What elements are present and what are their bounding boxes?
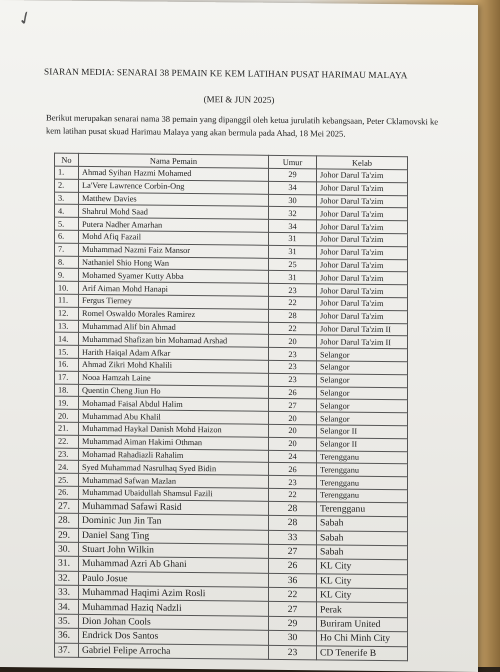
cell-club: Selangor xyxy=(317,412,408,426)
header-name: Nama Pemain xyxy=(79,153,269,168)
cell-age: 28 xyxy=(269,309,317,322)
cell-club: Johor Darul Ta'zim xyxy=(317,297,408,311)
cell-no: 36. xyxy=(55,628,79,643)
cell-club: Johor Darul Ta'zim xyxy=(317,182,408,196)
cell-no: 27. xyxy=(55,499,79,514)
cell-club: Terengganu xyxy=(317,450,408,464)
cell-age: 32 xyxy=(269,207,317,220)
cell-name: Muhammad Nazmi Faiz Mansor xyxy=(79,243,269,258)
cell-name: Nathaniel Shio Hong Wan xyxy=(79,256,269,271)
cell-name: Stuart John Wilkin xyxy=(79,542,269,558)
cell-name: Syed Muhammad Nasrulhaq Syed Bidin xyxy=(79,461,269,476)
cell-club: Terengganu xyxy=(317,502,408,517)
document-subtitle: (MEI & JUN 2025) xyxy=(203,94,275,105)
cell-club: Johor Darul Ta'zim xyxy=(317,233,408,247)
cell-name: Muhammad Aiman Hakimi Othman xyxy=(79,435,269,450)
cell-age: 27 xyxy=(269,399,317,412)
cell-club: Johor Darul Ta'zim II xyxy=(317,322,408,336)
cell-name: Fergus Tierney xyxy=(79,294,269,309)
cell-club: Selangor xyxy=(317,386,408,400)
cell-name: Mohd Afiq Fazail xyxy=(79,230,269,245)
cell-club: Johor Darul Ta'zim xyxy=(317,194,408,208)
cell-club: Ho Chi Minh City xyxy=(317,631,408,646)
cell-club: Sabah xyxy=(317,516,408,531)
cell-no: 31. xyxy=(55,556,79,571)
cell-no: 16. xyxy=(55,358,79,371)
cell-name: Muhammad Shafizan bin Mohamad Arshad xyxy=(79,333,269,348)
cell-age: 34 xyxy=(269,219,317,232)
cell-name: Ahmad Syihan Hazmi Mohamed xyxy=(79,166,269,181)
cell-age: 29 xyxy=(269,616,317,631)
cell-age: 30 xyxy=(269,194,317,207)
cell-name: Muhammad Abu Khalil xyxy=(79,409,269,424)
cell-club: Selangor II xyxy=(317,438,408,452)
cell-no: 7. xyxy=(55,243,79,256)
cell-age: 20 xyxy=(269,437,317,450)
cell-name: Endrick Dos Santos xyxy=(79,629,269,645)
cell-club: Johor Darul Ta'zim xyxy=(317,220,408,234)
cell-age: 23 xyxy=(269,373,317,386)
pen-mark-icon: ✓ xyxy=(14,6,37,32)
cell-club: Terengganu xyxy=(317,463,408,477)
cell-age: 36 xyxy=(269,573,317,588)
cell-club: Terengganu xyxy=(317,489,408,503)
cell-club: Selangor II xyxy=(317,425,408,439)
cell-no: 34. xyxy=(55,600,79,615)
cell-age: 31 xyxy=(269,271,317,284)
cell-age: 31 xyxy=(269,245,317,258)
cell-no: 29. xyxy=(55,528,79,543)
cell-club: Selangor xyxy=(317,399,408,413)
cell-club: Johor Darul Ta'zim xyxy=(317,271,408,285)
cell-name: Muhammad Alif bin Ahmad xyxy=(79,320,269,335)
cell-club: Johor Darul Ta'zim xyxy=(317,310,408,324)
cell-no: 30. xyxy=(55,542,79,557)
cell-no: 35. xyxy=(55,614,79,629)
cell-club: Johor Darul Ta'zim xyxy=(317,207,408,221)
cell-no: 15. xyxy=(55,345,79,358)
cell-name: Nooa Hamzah Laine xyxy=(79,371,269,386)
cell-name: Daniel Sang Ting xyxy=(79,528,269,544)
cell-name: Muhammad Safawi Rasid xyxy=(79,499,269,515)
cell-age: 22 xyxy=(269,296,317,309)
cell-no: 28. xyxy=(55,513,79,528)
cell-name: Putera Nadher Amarhan xyxy=(79,218,269,233)
cell-no: 20. xyxy=(55,409,79,422)
document-title: SIARAN MEDIA: SENARAI 38 PEMAIN KE KEM LATIHAN PUSAT HARIMAU MALAYA xyxy=(44,66,408,81)
cell-age: 22 xyxy=(269,322,317,335)
cell-club: KL City xyxy=(317,588,408,603)
cell-name: Mohamad Faisal Abdul Halim xyxy=(79,397,269,412)
cell-name: Quentin Cheng Jiun Ho xyxy=(79,384,269,399)
cell-club: Terengganu xyxy=(317,476,408,490)
cell-no: 25. xyxy=(55,473,79,486)
cell-age: 23 xyxy=(269,475,317,488)
cell-age: 26 xyxy=(269,463,317,476)
cell-age: 25 xyxy=(269,258,317,271)
cell-age: 31 xyxy=(269,232,317,245)
cell-name: Paulo Josue xyxy=(79,571,269,587)
cell-no: 22. xyxy=(55,435,79,448)
cell-club: CD Tenerife B xyxy=(317,645,408,660)
cell-club: Selangor xyxy=(317,374,408,388)
cell-age: 22 xyxy=(269,587,317,602)
cell-name: Gabriel Felipe Arrocha xyxy=(79,643,269,659)
cell-name: Romel Oswaldo Morales Ramirez xyxy=(79,307,269,322)
cell-club: Sabah xyxy=(317,530,408,545)
cell-no: 18. xyxy=(55,384,79,397)
cell-age: 26 xyxy=(269,559,317,574)
cell-name: Muhammad Haqimi Azim Rosli xyxy=(79,585,269,601)
cell-name: Mohamad Rahadiazli Rahalim xyxy=(79,448,269,463)
player-table xyxy=(54,153,408,662)
cell-age: 24 xyxy=(269,450,317,463)
intro-paragraph: Berikut merupakan senarai nama 38 pemain yang dipanggil oleh ketua jurulatih kebangsaan, Peter Cklamovski ke kem latihan pusat skuad Harimau Malaya yang akan bermula pada Ahad, 18 Mei 2025. xyxy=(46,112,439,139)
cell-age: 30 xyxy=(269,631,317,646)
cell-age: 20 xyxy=(269,424,317,437)
cell-no: 37. xyxy=(55,643,79,658)
cell-club: Johor Darul Ta'zim xyxy=(317,246,408,260)
cell-no: 26. xyxy=(55,486,79,499)
cell-club: Perak xyxy=(317,602,408,617)
cell-no: 11. xyxy=(55,294,79,307)
cell-no: 2. xyxy=(55,179,79,192)
cell-age: 33 xyxy=(269,530,317,545)
cell-age: 27 xyxy=(269,544,317,559)
cell-no: 1. xyxy=(55,166,79,179)
cell-age: 23 xyxy=(269,645,317,660)
cell-no: 19. xyxy=(55,396,79,409)
cell-age: 20 xyxy=(269,411,317,424)
cell-no: 23. xyxy=(55,448,79,461)
cell-club: KL City xyxy=(317,559,408,574)
cell-age: 23 xyxy=(269,283,317,296)
cell-name: Matthew Davies xyxy=(79,192,269,207)
cell-no: 8. xyxy=(55,256,79,269)
cell-no: 12. xyxy=(55,307,79,320)
cell-age: 20 xyxy=(269,335,317,348)
cell-name: Muhammad Haykal Danish Mohd Haizon xyxy=(79,422,269,437)
header-no: No xyxy=(55,153,79,166)
cell-age: 26 xyxy=(269,386,317,399)
cell-age: 28 xyxy=(269,515,317,530)
cell-age: 34 xyxy=(269,181,317,194)
cell-club: Johor Darul Ta'zim II xyxy=(317,335,408,349)
cell-club: Buriram United xyxy=(317,617,408,632)
cell-no: 6. xyxy=(55,230,79,243)
cell-name: Dominic Jun Jin Tan xyxy=(79,513,269,529)
table-body xyxy=(55,166,408,661)
cell-club: Johor Darul Ta'zim xyxy=(317,284,408,298)
cell-name: Muhammad Safwan Mazlan xyxy=(79,473,269,488)
cell-no: 17. xyxy=(55,371,79,384)
cell-no: 9. xyxy=(55,268,79,281)
cell-no: 4. xyxy=(55,204,79,217)
cell-no: 33. xyxy=(55,585,79,600)
cell-no: 14. xyxy=(55,332,79,345)
header-club: Kelab xyxy=(317,156,408,170)
cell-no: 10. xyxy=(55,281,79,294)
cell-name: Muhammad Azri Ab Ghani xyxy=(79,557,269,573)
cell-club: Selangor xyxy=(317,361,408,375)
cell-age: 23 xyxy=(269,347,317,360)
cell-name: Muhammad Haziq Nadzli xyxy=(79,600,269,616)
cell-age: 22 xyxy=(269,488,317,501)
cell-name: Ahmad Zikri Mohd Khalili xyxy=(79,358,269,373)
cell-no: 32. xyxy=(55,571,79,586)
cell-age: 28 xyxy=(269,501,317,516)
cell-no: 5. xyxy=(55,217,79,230)
cell-age: 29 xyxy=(269,168,317,181)
cell-name: Harith Haiqal Adam Afkar xyxy=(79,345,269,360)
cell-no: 21. xyxy=(55,422,79,435)
cell-no: 3. xyxy=(55,192,79,205)
cell-name: Muhammad Ubaidullah Shamsul Fazili xyxy=(79,486,269,501)
cell-name: Dion Johan Cools xyxy=(79,614,269,630)
cell-age: 23 xyxy=(269,360,317,373)
cell-name: Arif Aiman Mohd Hanapi xyxy=(79,281,269,296)
cell-club: Sabah xyxy=(317,545,408,560)
cell-name: Mohamed Syamer Kutty Abba xyxy=(79,269,269,284)
cell-club: Johor Darul Ta'zim xyxy=(317,258,408,272)
cell-no: 13. xyxy=(55,320,79,333)
cell-no: 24. xyxy=(55,460,79,473)
cell-age: 27 xyxy=(269,602,317,617)
cell-name: Shahrul Mohd Saad xyxy=(79,205,269,220)
cell-club: Selangor xyxy=(317,348,408,362)
cell-name: La'Vere Lawrence Corbin-Ong xyxy=(79,179,269,194)
table-row xyxy=(55,643,408,661)
cell-club: KL City xyxy=(317,573,408,588)
cell-club: Johor Darul Ta'zim xyxy=(317,169,408,183)
header-age: Umur xyxy=(269,155,317,169)
